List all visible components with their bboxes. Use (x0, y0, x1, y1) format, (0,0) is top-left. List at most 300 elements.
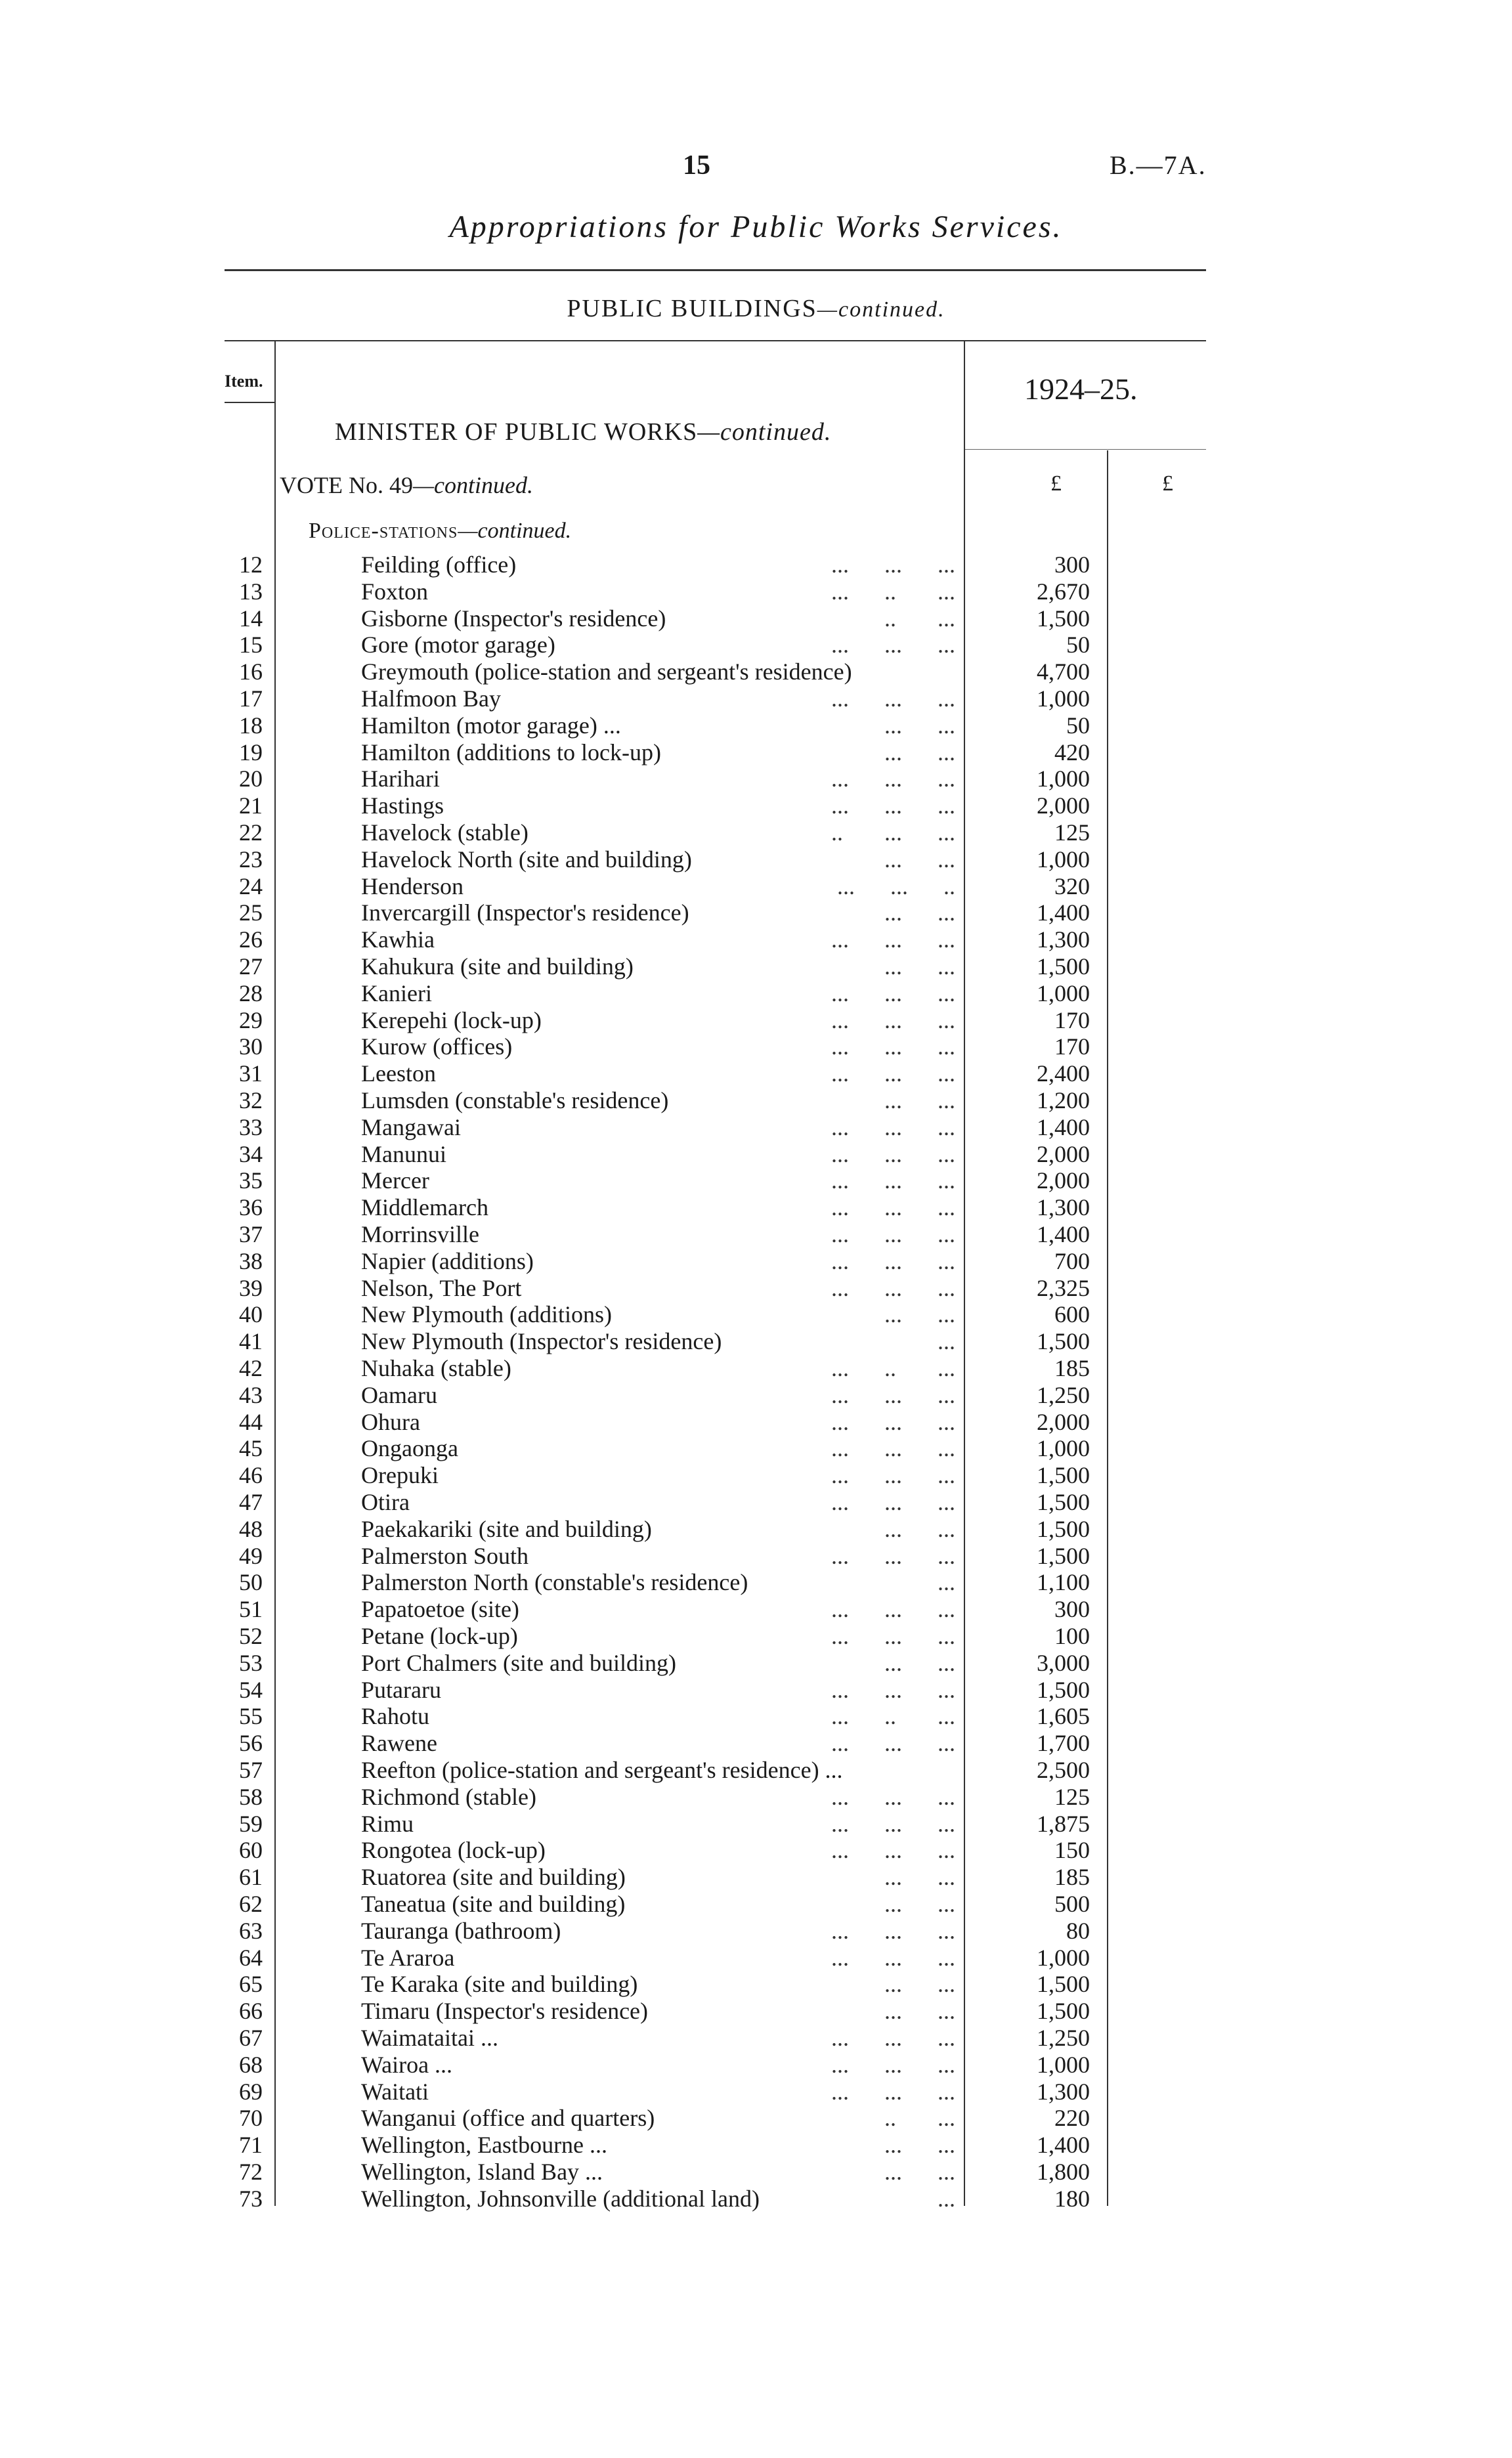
item-amount: 1,000 (1037, 1435, 1090, 1462)
table-row (0, 926, 1512, 953)
item-amount: 300 (1054, 551, 1090, 578)
leader-dots: ... ... .. (837, 873, 955, 899)
item-description: Tauranga (bathroom) (361, 1917, 561, 1944)
item-description: Wellington, Johnsonville (additional land) (361, 2185, 760, 2212)
leader-dots: ... ... ... (831, 1596, 955, 1623)
item-description: Rahotu (361, 1703, 429, 1730)
table-row (0, 2186, 1512, 2212)
leader-dots: ... ... ... (831, 765, 955, 792)
item-number: 43 (239, 1381, 263, 1408)
item-number: 35 (239, 1167, 263, 1194)
table-row (0, 1945, 1512, 1972)
item-description: Nelson, The Port (361, 1274, 522, 1301)
leader-dots: ... ... ... (831, 1730, 955, 1757)
item-description: Leeston (361, 1060, 436, 1087)
item-amount: 1,500 (1037, 1971, 1090, 1998)
leader-dots: ... ... ... (831, 1623, 955, 1649)
leader-dots: ... ... (884, 1891, 955, 1917)
table-row (0, 1060, 1512, 1087)
item-description: Ruatorea (site and building) (361, 1864, 626, 1891)
year-header-rule (965, 449, 1206, 450)
table-row (0, 1543, 1512, 1570)
item-amount: 180 (1054, 2185, 1090, 2212)
item-number: 65 (239, 1971, 263, 1998)
item-description: Paekakariki (site and building) (361, 1515, 652, 1542)
item-amount: 700 (1054, 1247, 1090, 1274)
section-title-continued: —continued. (817, 297, 945, 322)
table-row (0, 1435, 1512, 1462)
item-number: 24 (239, 873, 263, 899)
subheading-text: Police-stations (309, 519, 458, 543)
leader-dots: ... ... ... (831, 1542, 955, 1569)
table-row (0, 1516, 1512, 1543)
item-description: Reefton (police-station and sergeant's residence) ... (361, 1757, 843, 1783)
leader-dots: ... ... ... (831, 1676, 955, 1703)
item-description: Manunui (361, 1140, 446, 1167)
table-row (0, 1033, 1512, 1060)
table-row (0, 1382, 1512, 1409)
vote-heading-continued: —continued. (412, 472, 533, 498)
leader-dots: ... ... (884, 1649, 955, 1676)
item-description: Nuhaka (stable) (361, 1355, 511, 1381)
item-number: 49 (239, 1542, 263, 1569)
table-row (0, 551, 1512, 578)
item-number: 61 (239, 1864, 263, 1891)
leader-dots: ... .. ... (831, 578, 955, 605)
leader-dots: ... ... (884, 1515, 955, 1542)
leader-dots: ... ... (884, 953, 955, 980)
leader-dots: ... ... ... (831, 1489, 955, 1515)
section-title-text: PUBLIC BUILDINGS (567, 295, 817, 322)
item-description: Richmond (stable) (361, 1783, 536, 1810)
item-number: 20 (239, 765, 263, 792)
item-number: 48 (239, 1515, 263, 1542)
leader-dots: ... ... ... (831, 2025, 955, 2051)
table-row (0, 1757, 1512, 1784)
leader-dots: ... ... ... (831, 1006, 955, 1033)
leader-dots: ... ... ... (831, 1381, 955, 1408)
item-amount: 1,400 (1037, 1221, 1090, 1247)
item-number: 50 (239, 1569, 263, 1596)
item-amount: 1,500 (1037, 1462, 1090, 1489)
leader-dots: ... (938, 2185, 955, 2212)
item-number: 37 (239, 1221, 263, 1247)
table-row (0, 1275, 1512, 1302)
item-number: 27 (239, 953, 263, 980)
item-number: 19 (239, 739, 263, 765)
item-amount: 170 (1054, 1006, 1090, 1033)
leader-dots: ... ... ... (831, 685, 955, 712)
leader-dots: ... ... ... (831, 551, 955, 578)
table-row (0, 2105, 1512, 2132)
table-row (0, 1864, 1512, 1891)
subheading (309, 519, 571, 544)
leader-dots: ... ... ... (831, 1247, 955, 1274)
leader-dots: ... ... ... (831, 2078, 955, 2105)
item-description: Kerepehi (lock-up) (361, 1006, 542, 1033)
item-number: 21 (239, 792, 263, 819)
item-number: 41 (239, 1328, 263, 1355)
item-description: Halfmoon Bay (361, 685, 501, 712)
item-number: 33 (239, 1113, 263, 1140)
item-amount: 1,500 (1037, 1328, 1090, 1355)
item-description: Havelock North (site and building) (361, 846, 692, 873)
item-number: 30 (239, 1033, 263, 1060)
item-description: New Plymouth (Inspector's residence) (361, 1328, 722, 1355)
item-number: 38 (239, 1247, 263, 1274)
leader-dots: ... ... ... (831, 1033, 955, 1060)
item-number: 15 (239, 632, 263, 658)
leader-dots: ... (938, 1328, 955, 1355)
table-row (0, 980, 1512, 1007)
item-amount: 125 (1054, 819, 1090, 846)
table-row (0, 1141, 1512, 1168)
table-row (0, 1918, 1512, 1945)
title-rule (225, 269, 1206, 271)
table-row (0, 2132, 1512, 2159)
item-number: 14 (239, 605, 263, 632)
item-description: Rimu (361, 1810, 414, 1837)
table-row (0, 1167, 1512, 1194)
item-amount: 3,000 (1037, 1649, 1090, 1676)
item-amount: 300 (1054, 1596, 1090, 1623)
item-amount: 125 (1054, 1783, 1090, 1810)
table-row (0, 1784, 1512, 1811)
item-amount: 185 (1054, 1864, 1090, 1891)
item-amount: 1,250 (1037, 1381, 1090, 1408)
leader-dots: ... ... ... (831, 926, 955, 953)
item-amount: 420 (1054, 739, 1090, 765)
item-amount: 80 (1066, 1917, 1090, 1944)
table-row (0, 1489, 1512, 1516)
leader-dots: ... ... ... (831, 1435, 955, 1462)
table-row (0, 2079, 1512, 2105)
item-description: Invercargill (Inspector's residence) (361, 899, 689, 926)
item-description: Mercer (361, 1167, 429, 1194)
leader-dots: ... ... ... (831, 1917, 955, 1944)
minister-heading-text: MINISTER OF PUBLIC WORKS (335, 418, 698, 446)
item-description: Harihari (361, 765, 440, 792)
item-amount: 185 (1054, 1355, 1090, 1381)
item-amount: 1,800 (1037, 2159, 1090, 2185)
item-number: 72 (239, 2159, 263, 2185)
item-amount: 1,500 (1037, 1515, 1090, 1542)
leader-dots: ... .. ... (831, 1703, 955, 1730)
item-amount: 1,200 (1037, 1087, 1090, 1113)
item-amount: 1,000 (1037, 765, 1090, 792)
leader-dots: ... ... ... (831, 1408, 955, 1435)
item-number: 51 (239, 1596, 263, 1623)
item-description: Rongotea (lock-up) (361, 1837, 546, 1864)
item-description: Gore (motor garage) (361, 632, 555, 658)
table-row (0, 899, 1512, 926)
table-row (0, 1462, 1512, 1489)
item-amount: 1,250 (1037, 2025, 1090, 2051)
leader-dots: ... ... ... (831, 2051, 955, 2078)
item-description: Waitati (361, 2078, 429, 2105)
item-amount: 220 (1054, 2105, 1090, 2132)
item-number: 56 (239, 1730, 263, 1757)
item-amount: 500 (1054, 1891, 1090, 1917)
item-description: Ohura (361, 1408, 420, 1435)
item-number: 57 (239, 1757, 263, 1783)
leader-dots: ... (938, 1569, 955, 1596)
item-description: Wairoa ... (361, 2051, 453, 2078)
leader-dots: ... ... (884, 1301, 955, 1328)
document-reference: B.—7A. (1110, 150, 1207, 180)
table-row (0, 1677, 1512, 1704)
item-number: 73 (239, 2185, 263, 2212)
item-amount: 1,100 (1037, 1569, 1090, 1596)
item-amount: 2,000 (1037, 792, 1090, 819)
item-number: 12 (239, 551, 263, 578)
item-number: 54 (239, 1676, 263, 1703)
item-number: 31 (239, 1060, 263, 1087)
table-row (0, 712, 1512, 739)
leader-dots: ... ... ... (831, 1944, 955, 1971)
leader-dots: ... ... ... (831, 980, 955, 1006)
item-number: 29 (239, 1006, 263, 1033)
item-description: Ongaonga (361, 1435, 458, 1462)
leader-dots: ... ... (884, 899, 955, 926)
item-description: Timaru (Inspector's residence) (361, 1998, 649, 2025)
item-description: Te Araroa (361, 1944, 455, 1971)
item-amount: 1,300 (1037, 1194, 1090, 1221)
minister-heading-continued: —continued. (697, 418, 832, 446)
table-row (0, 1007, 1512, 1034)
item-description: Kanieri (361, 980, 432, 1006)
item-amount: 1,875 (1037, 1810, 1090, 1837)
item-description: Oamaru (361, 1381, 437, 1408)
item-number: 22 (239, 819, 263, 846)
item-number: 55 (239, 1703, 263, 1730)
item-number: 67 (239, 2025, 263, 2051)
table-row (0, 1569, 1512, 1596)
item-description: Wanganui (office and quarters) (361, 2105, 655, 2132)
item-amount: 170 (1054, 1033, 1090, 1060)
item-description: Havelock (stable) (361, 819, 529, 846)
table-row (0, 953, 1512, 980)
table-row (0, 792, 1512, 819)
leader-dots: ... ... ... (831, 1167, 955, 1194)
item-description: Foxton (361, 578, 429, 605)
item-amount: 1,500 (1037, 953, 1090, 980)
table-row (0, 873, 1512, 900)
item-amount: 100 (1054, 1623, 1090, 1649)
item-amount: 1,500 (1037, 1998, 1090, 2025)
leader-dots: ... ... ... (831, 1060, 955, 1087)
item-description: Hamilton (additions to lock-up) (361, 739, 661, 765)
item-amount: 1,000 (1037, 685, 1090, 712)
item-number: 60 (239, 1837, 263, 1864)
item-number: 59 (239, 1810, 263, 1837)
table-row (0, 1891, 1512, 1918)
table-row (0, 1730, 1512, 1757)
vote-heading (280, 471, 533, 499)
vote-heading-text: VOTE No. 49 (280, 472, 413, 498)
table-row (0, 1221, 1512, 1248)
item-description: Mangawai (361, 1113, 461, 1140)
leader-dots: ... ... (884, 1864, 955, 1891)
table-row (0, 1998, 1512, 2025)
table-row (0, 1811, 1512, 1838)
leader-dots: .. ... ... (831, 819, 955, 846)
table-row (0, 1650, 1512, 1677)
item-amount: 320 (1054, 873, 1090, 899)
item-number: 39 (239, 1274, 263, 1301)
leader-dots: ... ... ... (831, 1194, 955, 1221)
item-description: Kawhia (361, 926, 435, 953)
item-column-header: Item. (225, 372, 263, 391)
table-row (0, 1623, 1512, 1650)
item-description: Kurow (offices) (361, 1033, 513, 1060)
item-number: 16 (239, 658, 263, 685)
item-description: Palmerston South (361, 1542, 529, 1569)
leader-dots: ... ... ... (831, 792, 955, 819)
item-amount: 1,000 (1037, 2051, 1090, 2078)
table-row (0, 2159, 1512, 2186)
item-description: Orepuki (361, 1462, 439, 1489)
leader-dots: ... ... ... (831, 1837, 955, 1864)
leader-dots: ... ... ... (831, 1140, 955, 1167)
table-row (0, 1703, 1512, 1730)
item-amount: 2,000 (1037, 1408, 1090, 1435)
item-amount: 2,000 (1037, 1140, 1090, 1167)
item-number: 63 (239, 1917, 263, 1944)
leader-dots: ... .. ... (831, 1355, 955, 1381)
table-row (0, 578, 1512, 605)
leader-dots: ... ... ... (831, 1274, 955, 1301)
table-row (0, 632, 1512, 658)
item-amount: 1,000 (1037, 980, 1090, 1006)
item-amount: 1,500 (1037, 1676, 1090, 1703)
table-row (0, 846, 1512, 873)
item-number: 64 (239, 1944, 263, 1971)
item-amount: 50 (1066, 632, 1090, 658)
item-amount: 2,400 (1037, 1060, 1090, 1087)
leader-dots: .. ... (884, 605, 955, 632)
item-amount: 2,670 (1037, 578, 1090, 605)
item-number: 71 (239, 2132, 263, 2159)
item-description: Gisborne (Inspector's residence) (361, 605, 666, 632)
item-number: 44 (239, 1408, 263, 1435)
item-number: 66 (239, 1998, 263, 2025)
item-description: Greymouth (police-station and sergeant's residence) (361, 658, 852, 685)
item-amount: 1,400 (1037, 1113, 1090, 1140)
item-description: Taneatua (site and building) (361, 1891, 626, 1917)
item-number: 69 (239, 2078, 263, 2105)
item-number: 23 (239, 846, 263, 873)
item-amount: 2,000 (1037, 1167, 1090, 1194)
leader-dots: ... ... (884, 2159, 955, 2185)
leader-dots: ... ... ... (831, 1810, 955, 1837)
item-number: 62 (239, 1891, 263, 1917)
table-row (0, 1409, 1512, 1436)
currency-symbol-column-2: £ (1162, 471, 1173, 496)
leader-dots: ... ... ... (831, 632, 955, 658)
item-amount: 50 (1066, 712, 1090, 739)
table-row (0, 1248, 1512, 1275)
item-description: Waimataitai ... (361, 2025, 499, 2051)
table-row (0, 605, 1512, 632)
item-amount: 1,400 (1037, 2132, 1090, 2159)
item-amount: 1,500 (1037, 1542, 1090, 1569)
table-row (0, 1837, 1512, 1864)
item-number: 68 (239, 2051, 263, 2078)
item-description: Lumsden (constable's residence) (361, 1087, 669, 1113)
table-row (0, 1301, 1512, 1328)
table-row (0, 1596, 1512, 1623)
leader-dots: .. ... (884, 2105, 955, 2132)
item-amount: 1,500 (1037, 605, 1090, 632)
leader-dots: ... ... (884, 1087, 955, 1113)
minister-heading (335, 418, 831, 446)
item-amount: 1,300 (1037, 926, 1090, 953)
item-amount: 1,605 (1037, 1703, 1090, 1730)
item-number: 34 (239, 1140, 263, 1167)
item-number: 46 (239, 1462, 263, 1489)
item-description: Rawene (361, 1730, 437, 1757)
item-description: Middlemarch (361, 1194, 488, 1221)
leader-dots: ... ... ... (831, 1221, 955, 1247)
item-amount: 1,000 (1037, 1944, 1090, 1971)
leader-dots: ... ... (884, 846, 955, 873)
item-amount: 2,325 (1037, 1274, 1090, 1301)
item-description: New Plymouth (additions) (361, 1301, 612, 1328)
leader-dots: ... ... (884, 739, 955, 765)
item-number: 52 (239, 1623, 263, 1649)
item-description: Morrinsville (361, 1221, 479, 1247)
item-number: 45 (239, 1435, 263, 1462)
table-row (0, 1114, 1512, 1141)
leader-dots: ... ... ... (831, 1462, 955, 1489)
item-number: 32 (239, 1087, 263, 1113)
item-amount: 1,000 (1037, 846, 1090, 873)
section-title (0, 294, 1512, 323)
item-number: 26 (239, 926, 263, 953)
leader-dots: ... ... ... (831, 1113, 955, 1140)
item-description: Papatoetoe (site) (361, 1596, 519, 1623)
item-amount: 150 (1054, 1837, 1090, 1864)
item-amount: 4,700 (1037, 658, 1090, 685)
item-number: 18 (239, 712, 263, 739)
item-amount: 1,700 (1037, 1730, 1090, 1757)
item-description: Napier (additions) (361, 1247, 534, 1274)
table-row (0, 765, 1512, 792)
item-amount: 1,500 (1037, 1489, 1090, 1515)
item-number: 53 (239, 1649, 263, 1676)
table-row (0, 819, 1512, 846)
item-number: 28 (239, 980, 263, 1006)
table-row (0, 2052, 1512, 2079)
item-description: Palmerston North (constable's residence) (361, 1569, 748, 1596)
item-amount: 1,300 (1037, 2078, 1090, 2105)
item-number: 40 (239, 1301, 263, 1328)
table-row (0, 658, 1512, 685)
item-description: Putararu (361, 1676, 441, 1703)
item-number: 47 (239, 1489, 263, 1515)
item-number: 17 (239, 685, 263, 712)
item-description: Feilding (office) (361, 551, 517, 578)
year-column-header: 1924–25. (1024, 372, 1138, 406)
item-description: Port Chalmers (site and building) (361, 1649, 676, 1676)
item-number: 42 (239, 1355, 263, 1381)
page-title: Appropriations for Public Works Services. (449, 209, 1063, 244)
item-description: Kahukura (site and building) (361, 953, 634, 980)
table-row (0, 1087, 1512, 1114)
item-description: Hastings (361, 792, 444, 819)
item-description: Henderson (361, 873, 464, 899)
